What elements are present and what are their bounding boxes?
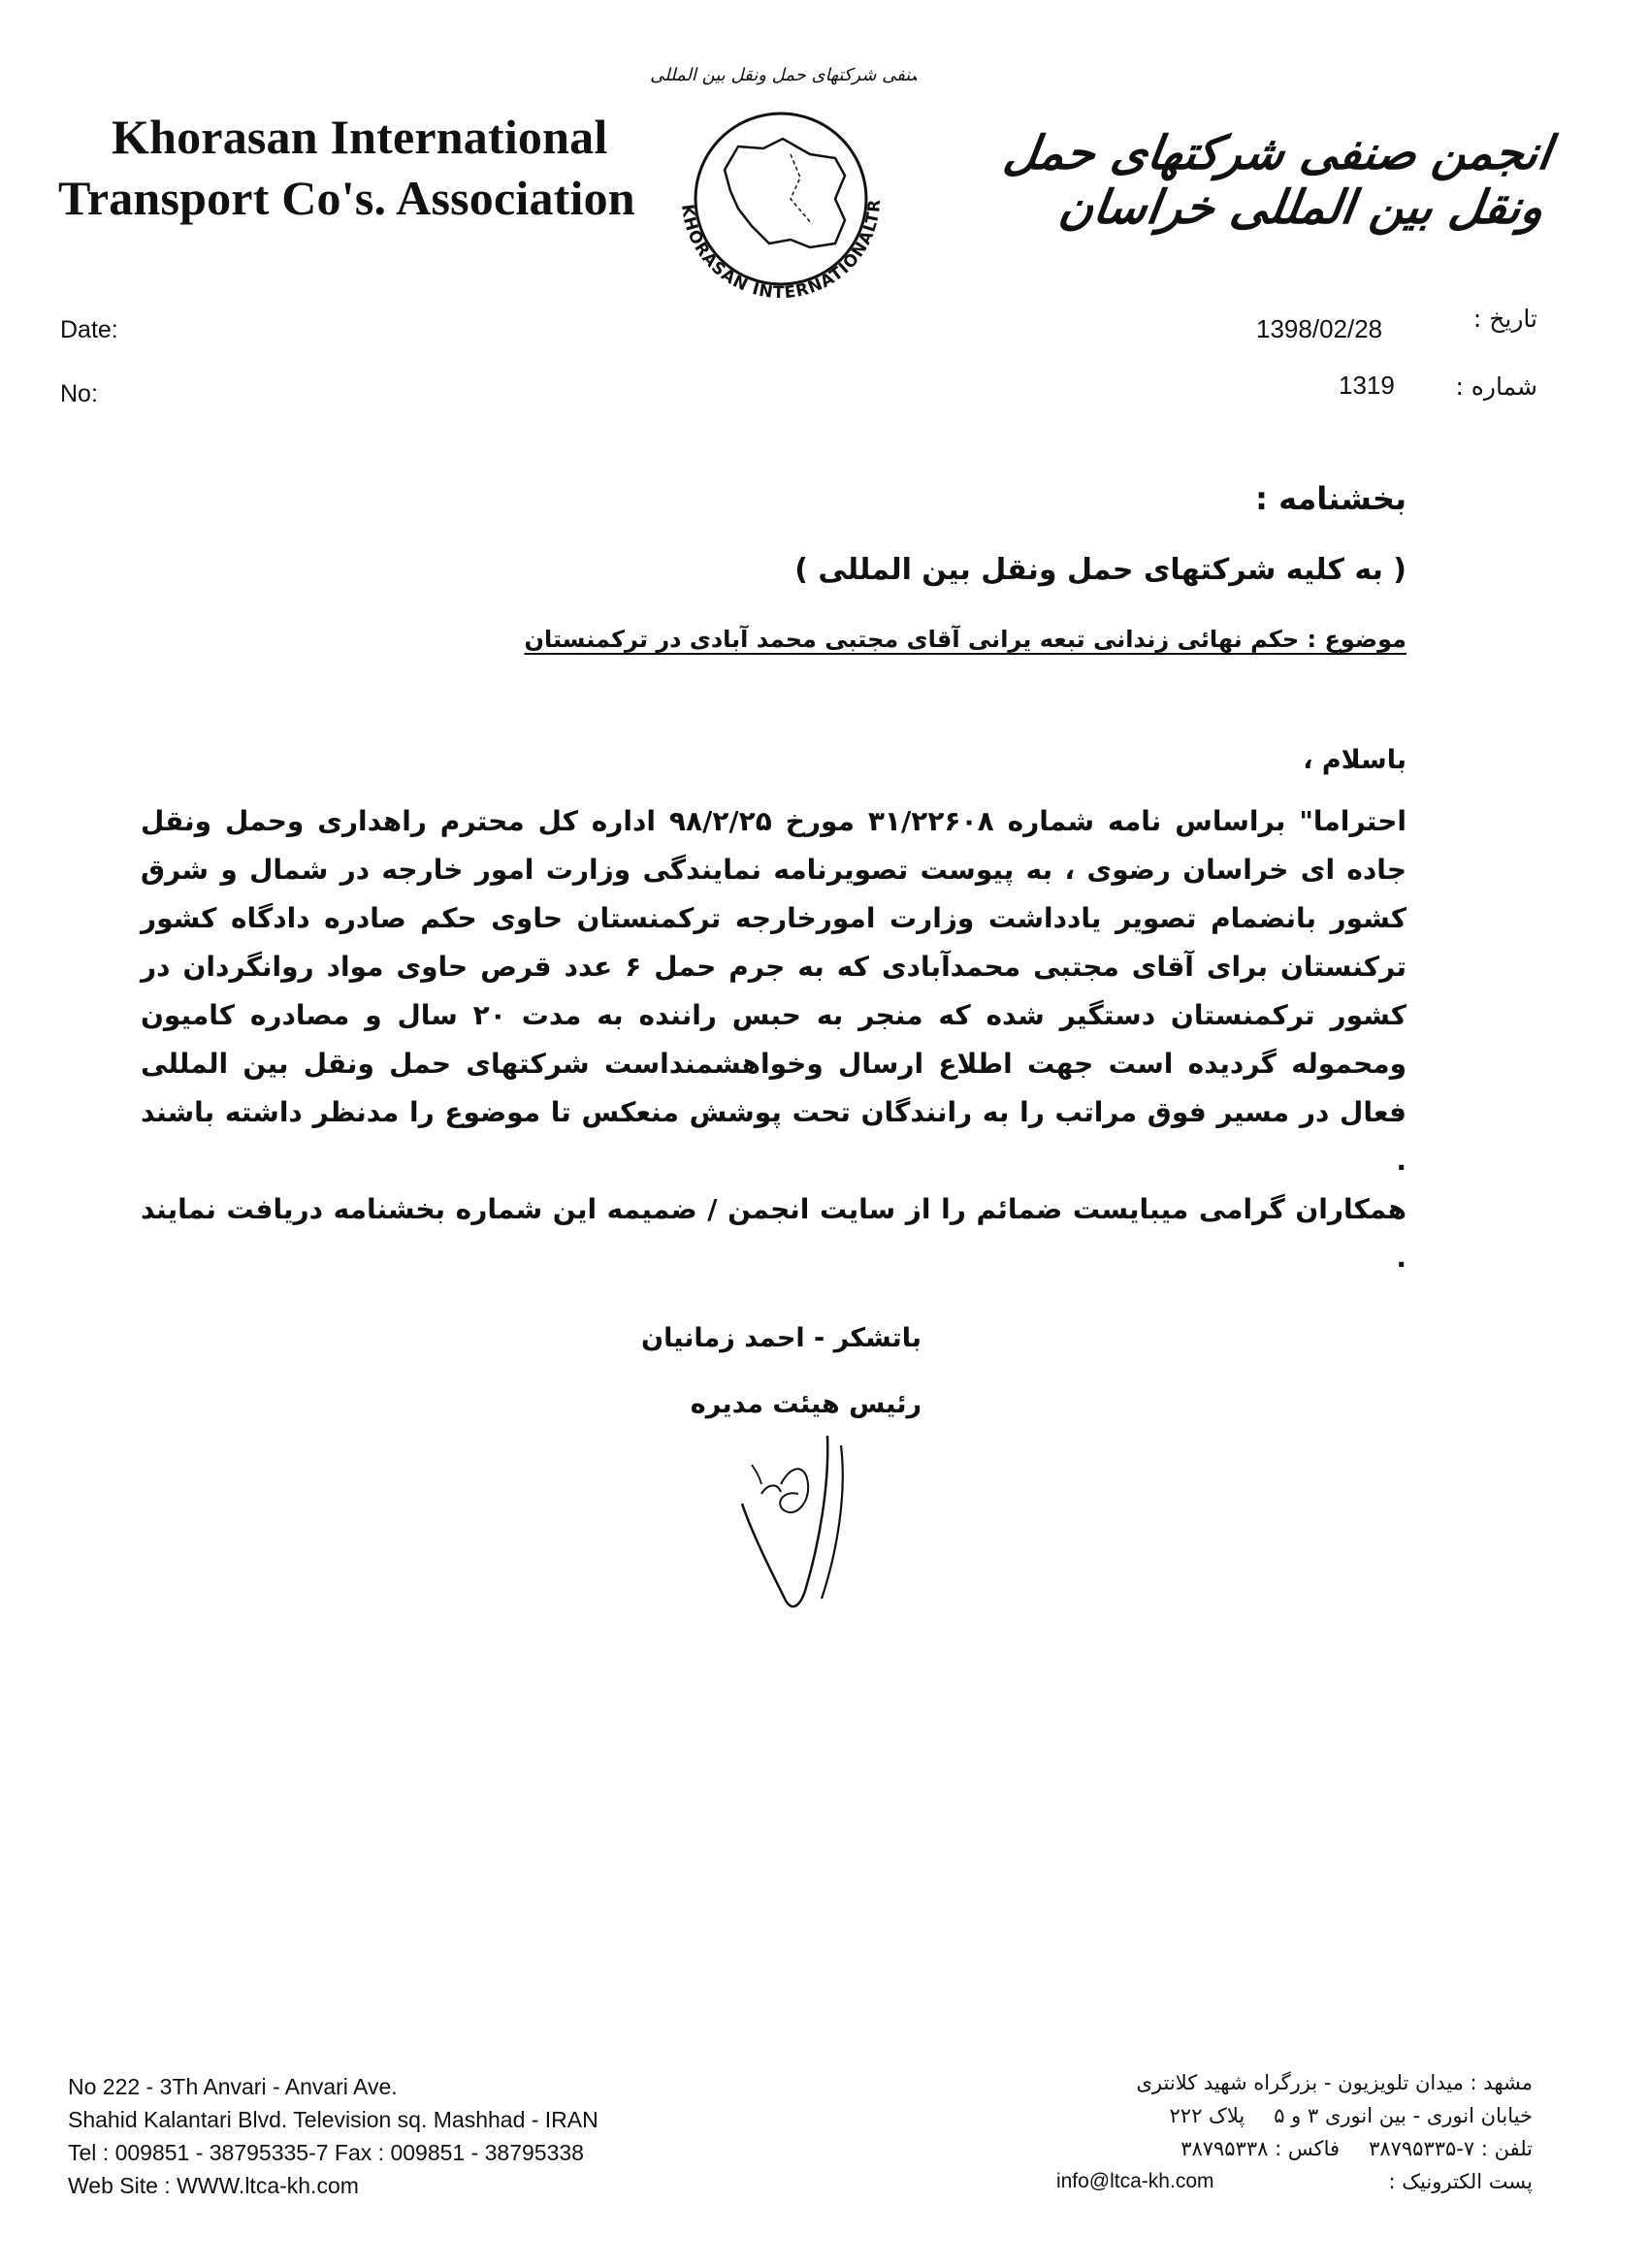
seal-top-script: نفی شرکتهای حمل ونقل بین المللی: [650, 65, 911, 85]
signer-name: باتشکر - احمد زمانیان: [641, 1323, 922, 1353]
footer-email: info@ltca-kh.com: [1055, 2170, 1214, 2192]
seal-ring-text: KHORASAN INTERNATIONALTR: [676, 198, 886, 304]
footer-fa-address1: مشهد : میدان تلویزیون - بزرگراه شهید کلانتری: [1136, 2071, 1533, 2094]
org-name-fa: انجمن صنفی شرکتهای حمل ونقل بین المللی خراسان: [1000, 126, 1555, 235]
letter-title: بخشنامه :: [1255, 480, 1406, 517]
letter-greeting: باسلام ،: [1303, 745, 1406, 775]
footer-en-line2: Shahid Kalantari Blvd. Television sq. Mashhad - IRAN: [68, 2107, 598, 2132]
footer-en-line1: No 222 - 3Th Anvari - Anvari Ave.: [68, 2074, 398, 2099]
footer-fa-fax: فاکس : ۳۸۷۹۵۳۳۸: [1180, 2137, 1341, 2160]
letter-body: احتراما" براساس نامه شماره ۳۱/۲۲۶۰۸ مورخ ۹۸/۲/۲۵ اداره کل محترم راهداری وحمل ونقل جاده ای خراسان رضوی ، به پیوست تصویرنامه نمایندگی وزارت امور خارجه در شمال و شرق کشور بانضمام تصویر یادداشت وزارت امورخارجه ترکمنستان حاوی حکم صادره دادگاه کشور ترکنستان برای آقای مجتبی محمدآبادی که به جرم حمل ۶ عدد قرص حاوی مواد روانگردان در کشور ترکمنستان دستگیر شده که منجر به حبس راننده به مدت ۲۰ سال و مصادره کامیون ومحموله گردیده است جهت اطلاع ارسال وخواهشمنداست شرکتهای حمل ونقل بین المللی فعال در مسیر فوق مراتب را به رانندگان تحت پوشش منعکس تا موضوع را مدنظر داشته باشند .: [141, 805, 1406, 1177]
no-value: 1319: [1339, 371, 1395, 400]
no-label-en: No:: [60, 380, 98, 407]
footer-address-en: [68, 2070, 598, 2202]
letter-subject: موضوع : حکم نهائی زندانی تبعه یرانی آقای مجتبی محمد آبادی در ترکمنستان: [524, 626, 1406, 653]
org-name-en-line2: Transport Co's. Association: [58, 170, 635, 225]
footer-en-line4: Web Site : WWW.ltca-kh.com: [68, 2173, 359, 2198]
signer-title: رئیس هیئت مدیره: [690, 1389, 922, 1419]
no-label-fa: شماره :: [1455, 373, 1537, 401]
association-seal-logo: [645, 53, 917, 335]
letter-recipient: ( به کلیه شرکتهای حمل ونقل بین المللی ): [794, 553, 1406, 587]
footer-fa-email-label: پست الکترونیک :: [1388, 2170, 1533, 2193]
footer-fa-plate: پلاک ۲۲۲: [1169, 2104, 1245, 2127]
footer-fa-tel: تلفن : ۷-۳۸۷۹۵۳۳۵: [1369, 2137, 1533, 2160]
letter-note: همکاران گرامی میبایست ضمائم را از سایت انجمن / ضمیمه این شماره بخشنامه دریافت نمایند .: [141, 1193, 1406, 1274]
footer-fa-address2: خیابان انوری - بین انوری ۳ و ۵: [1274, 2104, 1533, 2127]
org-name-en: [58, 107, 640, 228]
footer-en-line3: Tel : 009851 - 38795335-7 Fax : 009851 - 38795338: [68, 2140, 584, 2165]
handwritten-signature: [713, 1426, 878, 1620]
footer-address-fa: [951, 2066, 1533, 2198]
date-value: 1398/02/28: [1256, 314, 1383, 343]
date-label-en: Date:: [60, 316, 118, 343]
org-name-en-line1: Khorasan International: [112, 110, 608, 164]
date-label-fa: تاریخ :: [1472, 305, 1537, 333]
seal-graphic: [645, 53, 917, 335]
